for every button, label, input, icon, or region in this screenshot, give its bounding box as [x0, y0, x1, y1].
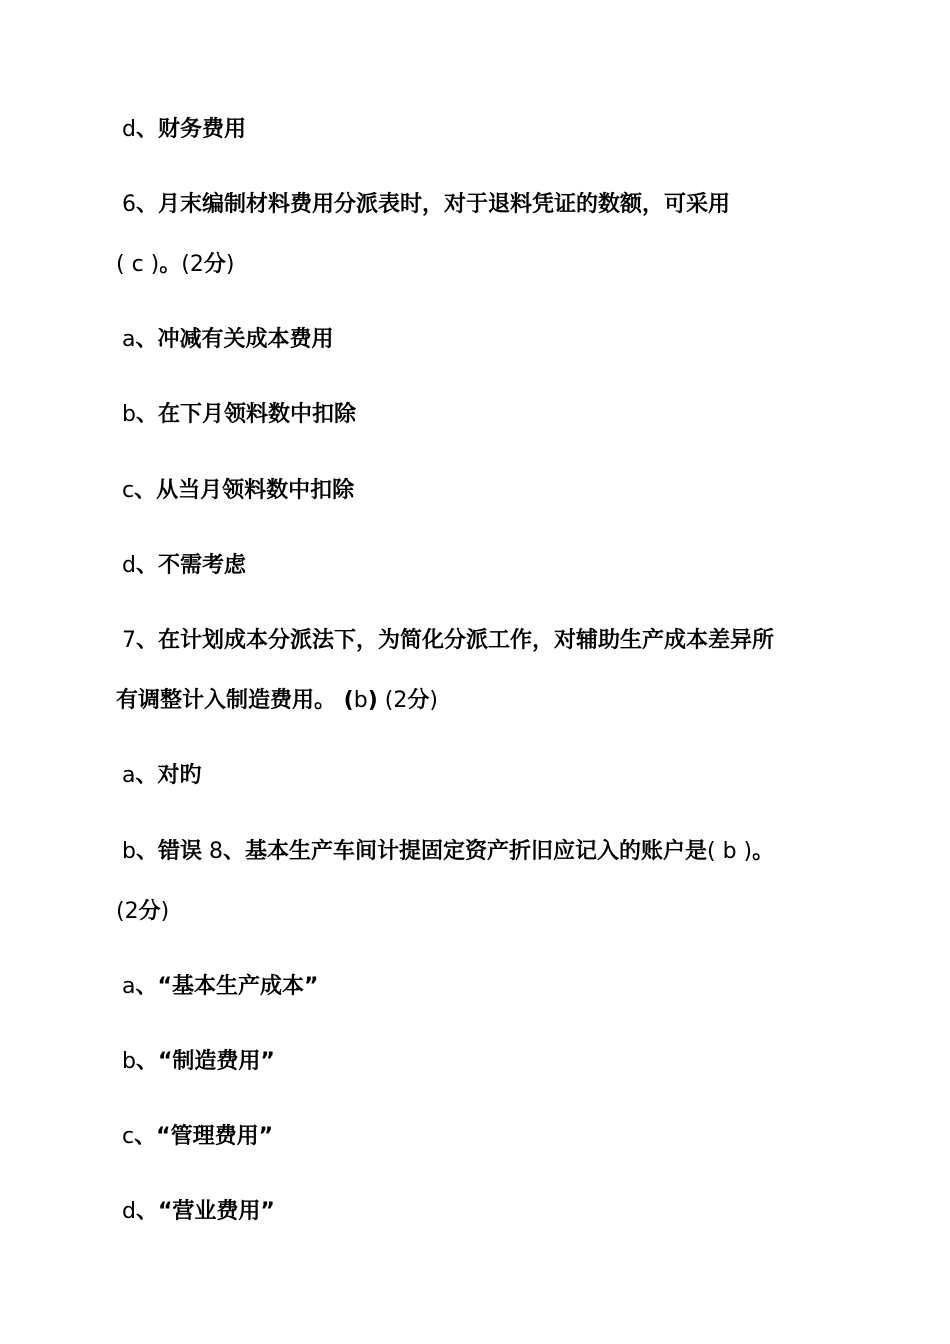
option-letter: c [122, 1124, 135, 1149]
answer-close: ) [367, 688, 378, 713]
q8-score [116, 897, 169, 927]
question-number: 8 [201, 839, 223, 864]
q7-option-b-and-q8-stem [122, 837, 774, 867]
option-letter: d [122, 553, 136, 578]
option-text: 、不需考虑 [135, 553, 246, 578]
option-letter: a [122, 763, 136, 788]
option-letter: b [122, 1049, 136, 1074]
option-letter: a [122, 327, 136, 352]
q7-option-a [122, 761, 202, 791]
question-text: 、在计划成本分派法下，为简化分派工作，对辅助生产成本差异所 [136, 628, 775, 653]
score-unit: 分 [203, 252, 226, 277]
q8-option-b [122, 1047, 275, 1077]
option-text: 、冲减有关成本费用 [135, 327, 334, 352]
q6-option-a [122, 325, 334, 355]
score-unit: 分 [138, 899, 161, 924]
option-text: 、在下月领料数中扣除 [135, 402, 356, 427]
q6-stem-line-2 [116, 250, 234, 280]
score-open: (2 [181, 252, 204, 277]
option-letter: d [122, 117, 136, 142]
score-open: (2 [116, 899, 139, 924]
option-text: 、从当月领料数中扣除 [134, 478, 355, 503]
score-open: (2 [377, 688, 408, 713]
option-letter: b [122, 402, 136, 427]
option-letter: a [122, 974, 136, 999]
q6-option-b [122, 400, 356, 430]
option-text: 、对旳 [135, 763, 202, 788]
q8-option-d [122, 1197, 275, 1227]
option-text: 、“基本生产成本” [135, 974, 319, 999]
q8-option-a [122, 972, 318, 1002]
answer-mark: ( b ) [707, 839, 753, 864]
score-close: ) [160, 899, 170, 924]
option-letter: b [122, 839, 136, 864]
q7-stem-line-1 [122, 626, 774, 656]
question-text: 、月末编制材料费用分派表时，对于退料凭证的数额，可采用 [136, 192, 731, 217]
option-text: 、“管理费用” [134, 1124, 274, 1149]
q6-option-d [122, 551, 246, 581]
answer-mark: b [353, 688, 368, 713]
q5-option-d [122, 115, 246, 145]
option-text: 、“制造费用” [135, 1049, 275, 1074]
answer-mark: ( c ) [116, 252, 160, 277]
question-number: 7 [122, 628, 136, 653]
score-close: ) [429, 688, 438, 713]
q7-stem-line-2 [116, 686, 438, 716]
q6-stem-line-1 [122, 190, 730, 220]
question-number: 6 [122, 192, 136, 217]
score-unit: 分 [407, 688, 430, 713]
option-text: 、错误 [135, 839, 202, 864]
punctuation: 。 [159, 252, 182, 277]
q8-option-c [122, 1122, 273, 1152]
q6-option-c [122, 476, 354, 506]
answer-open: ( [336, 688, 354, 713]
option-letter: d [122, 1199, 136, 1224]
question-text: 、基本生产车间计提固定资产折旧应记入的账户是 [222, 839, 707, 864]
option-text: 、“营业费用” [135, 1199, 275, 1224]
score-close: ) [225, 252, 235, 277]
option-text: 、财务费用 [135, 117, 246, 142]
question-text: 有调整计入制造费用。 [116, 688, 337, 713]
option-letter: c [122, 478, 135, 503]
punctuation: 。 [752, 839, 775, 864]
